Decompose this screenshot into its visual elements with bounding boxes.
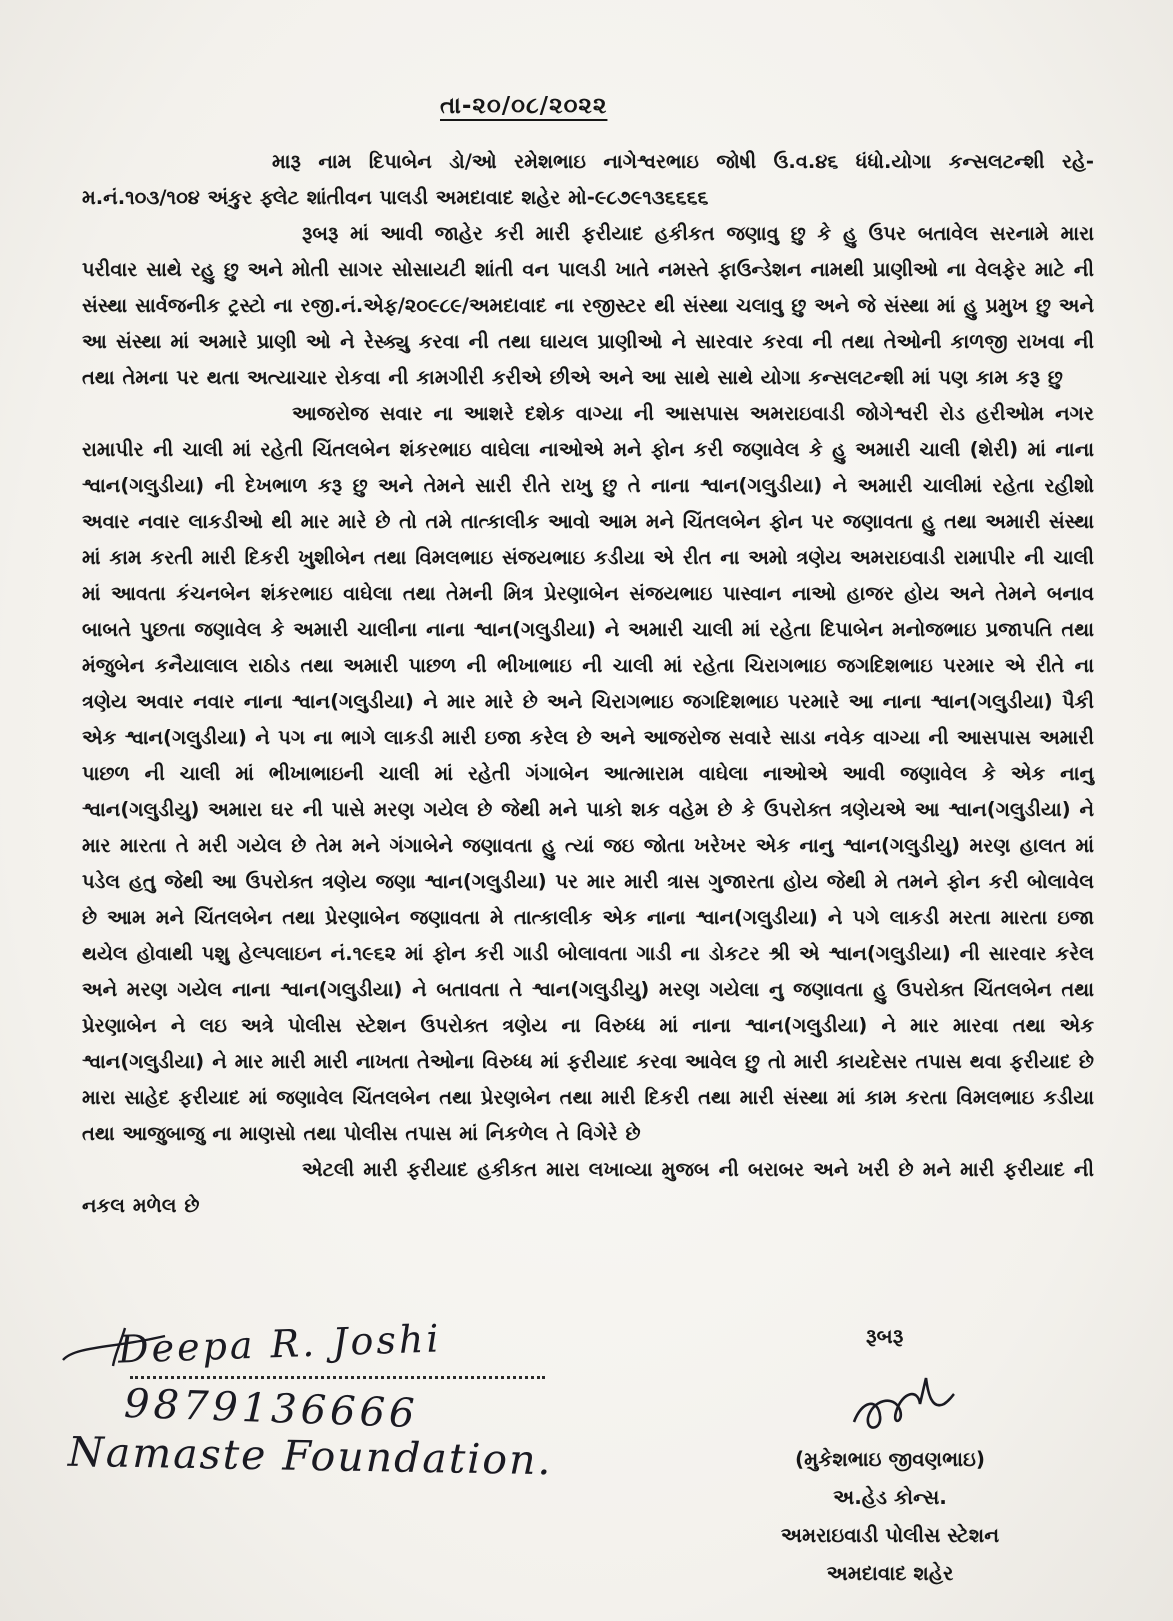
document-date: તા-૨૦/૦૮/૨૦૨૨ xyxy=(440,93,608,119)
signature-dotted-line xyxy=(130,1376,545,1379)
complainant-signature-org: Namaste Foundation. xyxy=(67,1427,553,1485)
complainant-signature-name: Deepa R. Joshi xyxy=(117,1316,443,1372)
officer-details xyxy=(740,1440,1040,1592)
complainant-signature-phone: 9879136666 xyxy=(123,1380,420,1438)
city: અમદાવાદ શહેર xyxy=(826,1561,954,1585)
officer-rank: અ.હેડ કોન્સ. xyxy=(833,1485,947,1509)
paragraph-incident: આજરોજ સવાર ના આશરે દશેક વાગ્યા ની આસપાસ અમરાઇવાડી જોગેશ્વરી રોડ હરીઓમ નગર રામાપીર ની ચાલી માં રહેતી ચિંતલબેન શંકરભાઇ વાઘેલા નાઓએ મને ફોન કરી જણાવેલ કે હુ અમારી ચાલી (શેરી) માં નાના શ્વાન(ગલુડીયા) ની દેખભાળ કરૂ છુ અને તેમને સારી રીતે રાખુ છુ તે નાના શ્વાન(ગલુડીયા) ને અમારી ચાલીમાં રહેતા રહીશો અવાર નવાર લાકડીઓ થી માર મારે છે તો તમે તાત્કાલીક આવો આમ મને ચિંતલબેન ફોન પર જણાવતા હુ તથા અમારી સંસ્થા માં કામ કરતી મારી દિકરી ખુશીબેન તથા વિમલભાઇ સંજયભાઇ કડીયા એ રીત ના અમો ત્રણેય અમરાઇવાડી રામાપીર ની ચાલી માં આવતા કંચનબેન શંકરભાઇ વાઘેલા તથા તેમની મિત્ર પ્રેરણાબેન સંજયભાઇ પાસ્વાન નાઓ હાજર હોય અને તેમને બનાવ બાબતે પુછતા જણાવેલ કે અમારી ચાલીના નાના શ્વાન(ગલુડીયા) ને અમારી ચાલી માં રહેતા દિપાબેન મનોજભાઇ પ્રજાપતિ તથા મંજુબેન કનૈયાલાલ રાઠોડ તથા અમારી પાછળ ની ભીખાભાઇ ની ચાલી માં રહેતા ચિરાગભાઇ જગદિશભાઇ પરમાર એ રીતે ના ત્રણેય અવાર નવાર નાના શ્વાન(ગલુડીયા) ને માર મારે છે અને ચિરાગભાઇ જગદિશભાઇ પરમારે આ નાના શ્વાન(ગલુડીયા) પૈકી એક શ્વાન(ગલુડીયા) ને પગ ના ભાગે લાકડી મારી ઇજા કરેલ છે અને આજરોજ સવારે સાડા નવેક વાગ્યા ની આસપાસ અમારી પાછળ ની ચાલી માં ભીખાભાઇની ચાલી માં રહેતી ગંગાબેન આત્મારામ વાઘેલા નાઓએ આવી જણાવેલ કે એક નાનુ શ્વાન(ગલુડીયુ) અમારા ઘર ની પાસે મરણ ગયેલ છે જેથી મને પાકો શક વહેમ છે કે ઉપરોક્ત ત્રણેયએ આ શ્વાન(ગલુડીયા) ને માર મારતા તે મરી ગયેલ છે તેમ મને ગંગાબેને જણાવતા હુ ત્યાં જઇ જોતા ખરેખર એક નાનુ શ્વાન(ગલુડીયુ) મરણ હાલત માં પડેલ હતુ જેથી આ ઉપરોક્ત ત્રણેય જણા શ્વાન(ગલુડીયા) પર માર મારી ત્રાસ ગુજારતા હોય જેથી મે તમને ફોન કરી બોલાવેલ છે આમ મને ચિંતલબેન તથા પ્રેરણાબેન જણાવતા મે તાત્કાલીક એક નાના શ્વાન(ગલુડીયા) ને પગે લાકડી મરતા મારતા ઇજા થયેલ હોવાથી પશુ હેલ્પલાઇન નં.૧૯૬૨ માં ફોન કરી ગાડી બોલાવતા ગાડી ના ડોકટર શ્રી એ શ્વાન(ગલુડીયા) ની સારવાર કરેલ અને મરણ ગયેલ નાના શ્વાન(ગલુડીયા) ને બતાવતા તે શ્વાન(ગલુડીયુ) મરણ ગયેલા નુ જણાવતા હુ ઉપરોક્ત ચિંતલબેન તથા પ્રેરણાબેન ને લઇ અત્રે પોલીસ સ્ટેશન ઉપરોક્ત ત્રણેય ના વિરુધ્ધ માં નાના શ્વાન(ગલુડીયા) ને માર મારવા તથા એક શ્વાન(ગલુડીયા) ને માર મારી મારી નાખતા તેઓના વિરુધ્ધ માં ફરીયાદ કરવા આવેલ છુ તો મારી કાયદેસર તપાસ થવા ફરીયાદ છે મારા સાહેદ ફરીયાદ માં જણાવેલ ચિંતલબેન તથા પ્રેરણબેન તથા મારી દિકરી તથા મારી સંસ્થા માં કામ કરતા વિમલભાઇ કડીયા તથા આજુબાજુ ના માણસો તથા પોલીસ તપાસ માં નિકળેલ તે વિગેરે છે xyxy=(82,402,1094,1145)
paragraph-identity: મારૂ નામ દિપાબેન ડો/ઓ રમેશભાઇ નાગેશ્વરભાઇ જોષી ઉ.વ.૪૬ ધંધો.યોગા કન્સલટન્શી રહે- મ.નં.૧૦૩/૧૦૪ અંકુર ફ્લેટ શાંતીવન પાલડી અમદાવાદ શહેર મો-૯૮૭૯૧૩૬૬૬૬ xyxy=(82,150,1094,209)
officer-signature xyxy=(848,1370,958,1440)
officer-name: (મુકેશભાઇ જીવણભાઇ) xyxy=(794,1447,986,1471)
paragraph-closing: એટલી મારી ફરીયાદ હકીકત મારા લખાવ્યા મુજબ ની બરાબર અને ખરી છે મને મારી ફરીયાદ ની નકલ મળેલ છે xyxy=(82,1158,1094,1217)
paragraph-statement: રૂબરૂ માં આવી જાહેર કરી મારી ફરીયાદ હકીકત જણાવુ છુ કે હુ ઉપર બતાવેલ સરનામે મારા પરીવાર સાથે રહુ છુ અને મોતી સાગર સોસાયટી શાંતી વન પાલડી ખાતે નમસ્તે ફાઉન્ડેશન નામથી પ્રાણીઓ ના વેલફેર માટે ની સંસ્થા સાર્વજનીક ટ્રસ્ટો ના રજી.નં.એફ/૨૦૯૮૯/અમદાવાદ ના રજીસ્ટર થી સંસ્થા ચલાવુ છુ અને જે સંસ્થા માં હુ પ્રમુખ છુ અને આ સંસ્થા માં અમારે પ્રાણી ઓ ને રેસ્ક્યુ કરવા ની તથા ઘાયલ પ્રાણીઓ ને સારવાર કરવા ની તથા તેઓની કાળજી રાખવા ની તથા તેમના પર થતા અત્યાચાર રોકવા ની કામગીરી કરીએ છીએ અને આ સાથે સાથે યોગા કન્સલટન્શી માં પણ કામ કરૂ છુ xyxy=(82,222,1094,389)
rubaru-label: રૂબરૂ xyxy=(866,1324,904,1348)
police-station: અમરાઇવાડી પોલીસ સ્ટેશન xyxy=(780,1523,1000,1547)
